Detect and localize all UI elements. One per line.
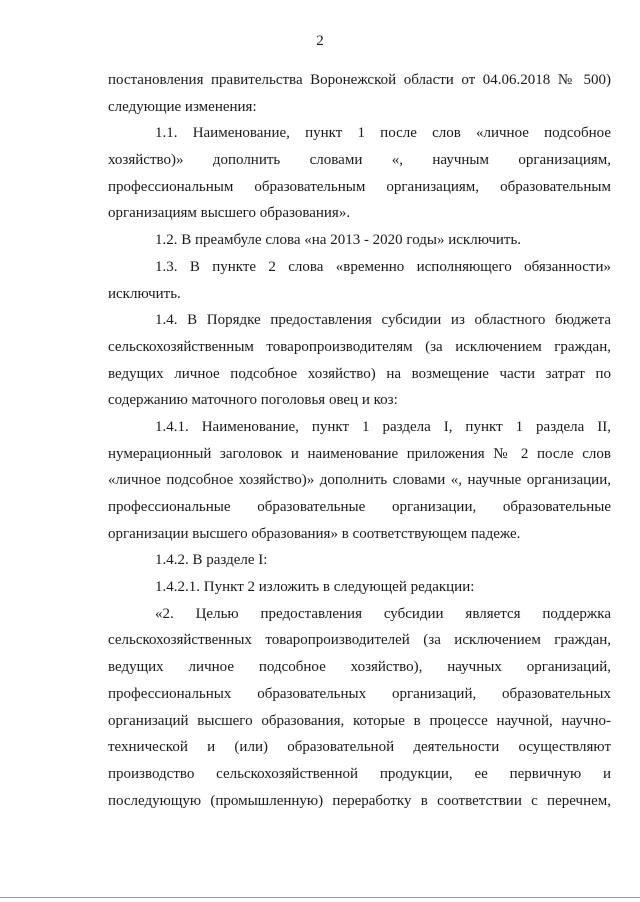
text-line: сельскохозяйственным товаропроизводителям (за исключением граждан, — [108, 338, 611, 355]
text-line: организации высшего образования» в соответствующем падеже. — [108, 525, 521, 542]
text-line: ведущих личное подсобное хозяйство) на возмещение части затрат по — [108, 365, 611, 382]
paragraph-quoted-2: «2. Целью предоставления субсидии является поддержка — [155, 605, 611, 622]
text-line: профессиональных образовательных организаций, образовательных — [108, 685, 611, 702]
scan-edge-line — [0, 897, 640, 898]
text-line: производство сельскохозяйственной продукции, ее первичную и — [108, 765, 611, 782]
page-number: 2 — [316, 33, 324, 49]
text-line: следующие изменения: — [108, 98, 257, 115]
paragraph-1-4-2: 1.4.2. В разделе I: — [155, 552, 268, 569]
text-line: содержанию маточного поголовья овец и коз: — [108, 392, 398, 409]
text-line: профессиональные образовательные организации, образовательные — [108, 499, 611, 515]
text-line: ведущих личное подсобное хозяйство), научных организаций, — [108, 659, 611, 676]
paragraph-1-2: 1.2. В преамбуле слова «на 2013 - 2020 годы» исключить. — [155, 232, 522, 249]
paragraph-1-4-2-1: 1.4.2.1. Пункт 2 изложить в следующей редакции: — [155, 579, 475, 596]
paragraph-1-4-1: 1.4.1. Наименование, пункт 1 раздела I, пункт 1 раздела II, — [155, 418, 611, 435]
text-line: хозяйство)» дополнить словами «, научным организациям, — [108, 152, 611, 169]
document-body — [108, 67, 611, 814]
text-line: организаций высшего образования, которые в процессе научной, научно- — [108, 712, 611, 729]
text-line: постановления правительства Воронежской области от 04.06.2018 № 500) — [108, 72, 611, 88]
paragraph-1-3: 1.3. В пункте 2 слова «временно исполняющего обязанности» — [155, 258, 611, 275]
text-line: сельскохозяйственных товаропроизводителей (за исключением граждан, — [108, 632, 611, 649]
text-line: последующую (промышленную) переработку в соответствии с перечнем, — [108, 792, 611, 809]
text-line: технической и (или) образовательной деятельности осуществляют — [108, 739, 611, 756]
text-line: профессиональным образовательным организациям, образовательным — [108, 178, 611, 195]
text-line: «личное подсобное хозяйство)» дополнить словами «, научные организации, — [108, 472, 611, 489]
text-line: нумерационный заголовок и наименование приложения № 2 после слов — [108, 445, 611, 462]
paragraph-1-4: 1.4. В Порядке предоставления субсидии из областного бюджета — [155, 312, 611, 329]
text-line: организациям высшего образования». — [108, 205, 351, 222]
paragraph-1-1: 1.1. Наименование, пункт 1 после слов «личное подсобное — [155, 125, 611, 142]
text-line: исключить. — [108, 285, 181, 302]
